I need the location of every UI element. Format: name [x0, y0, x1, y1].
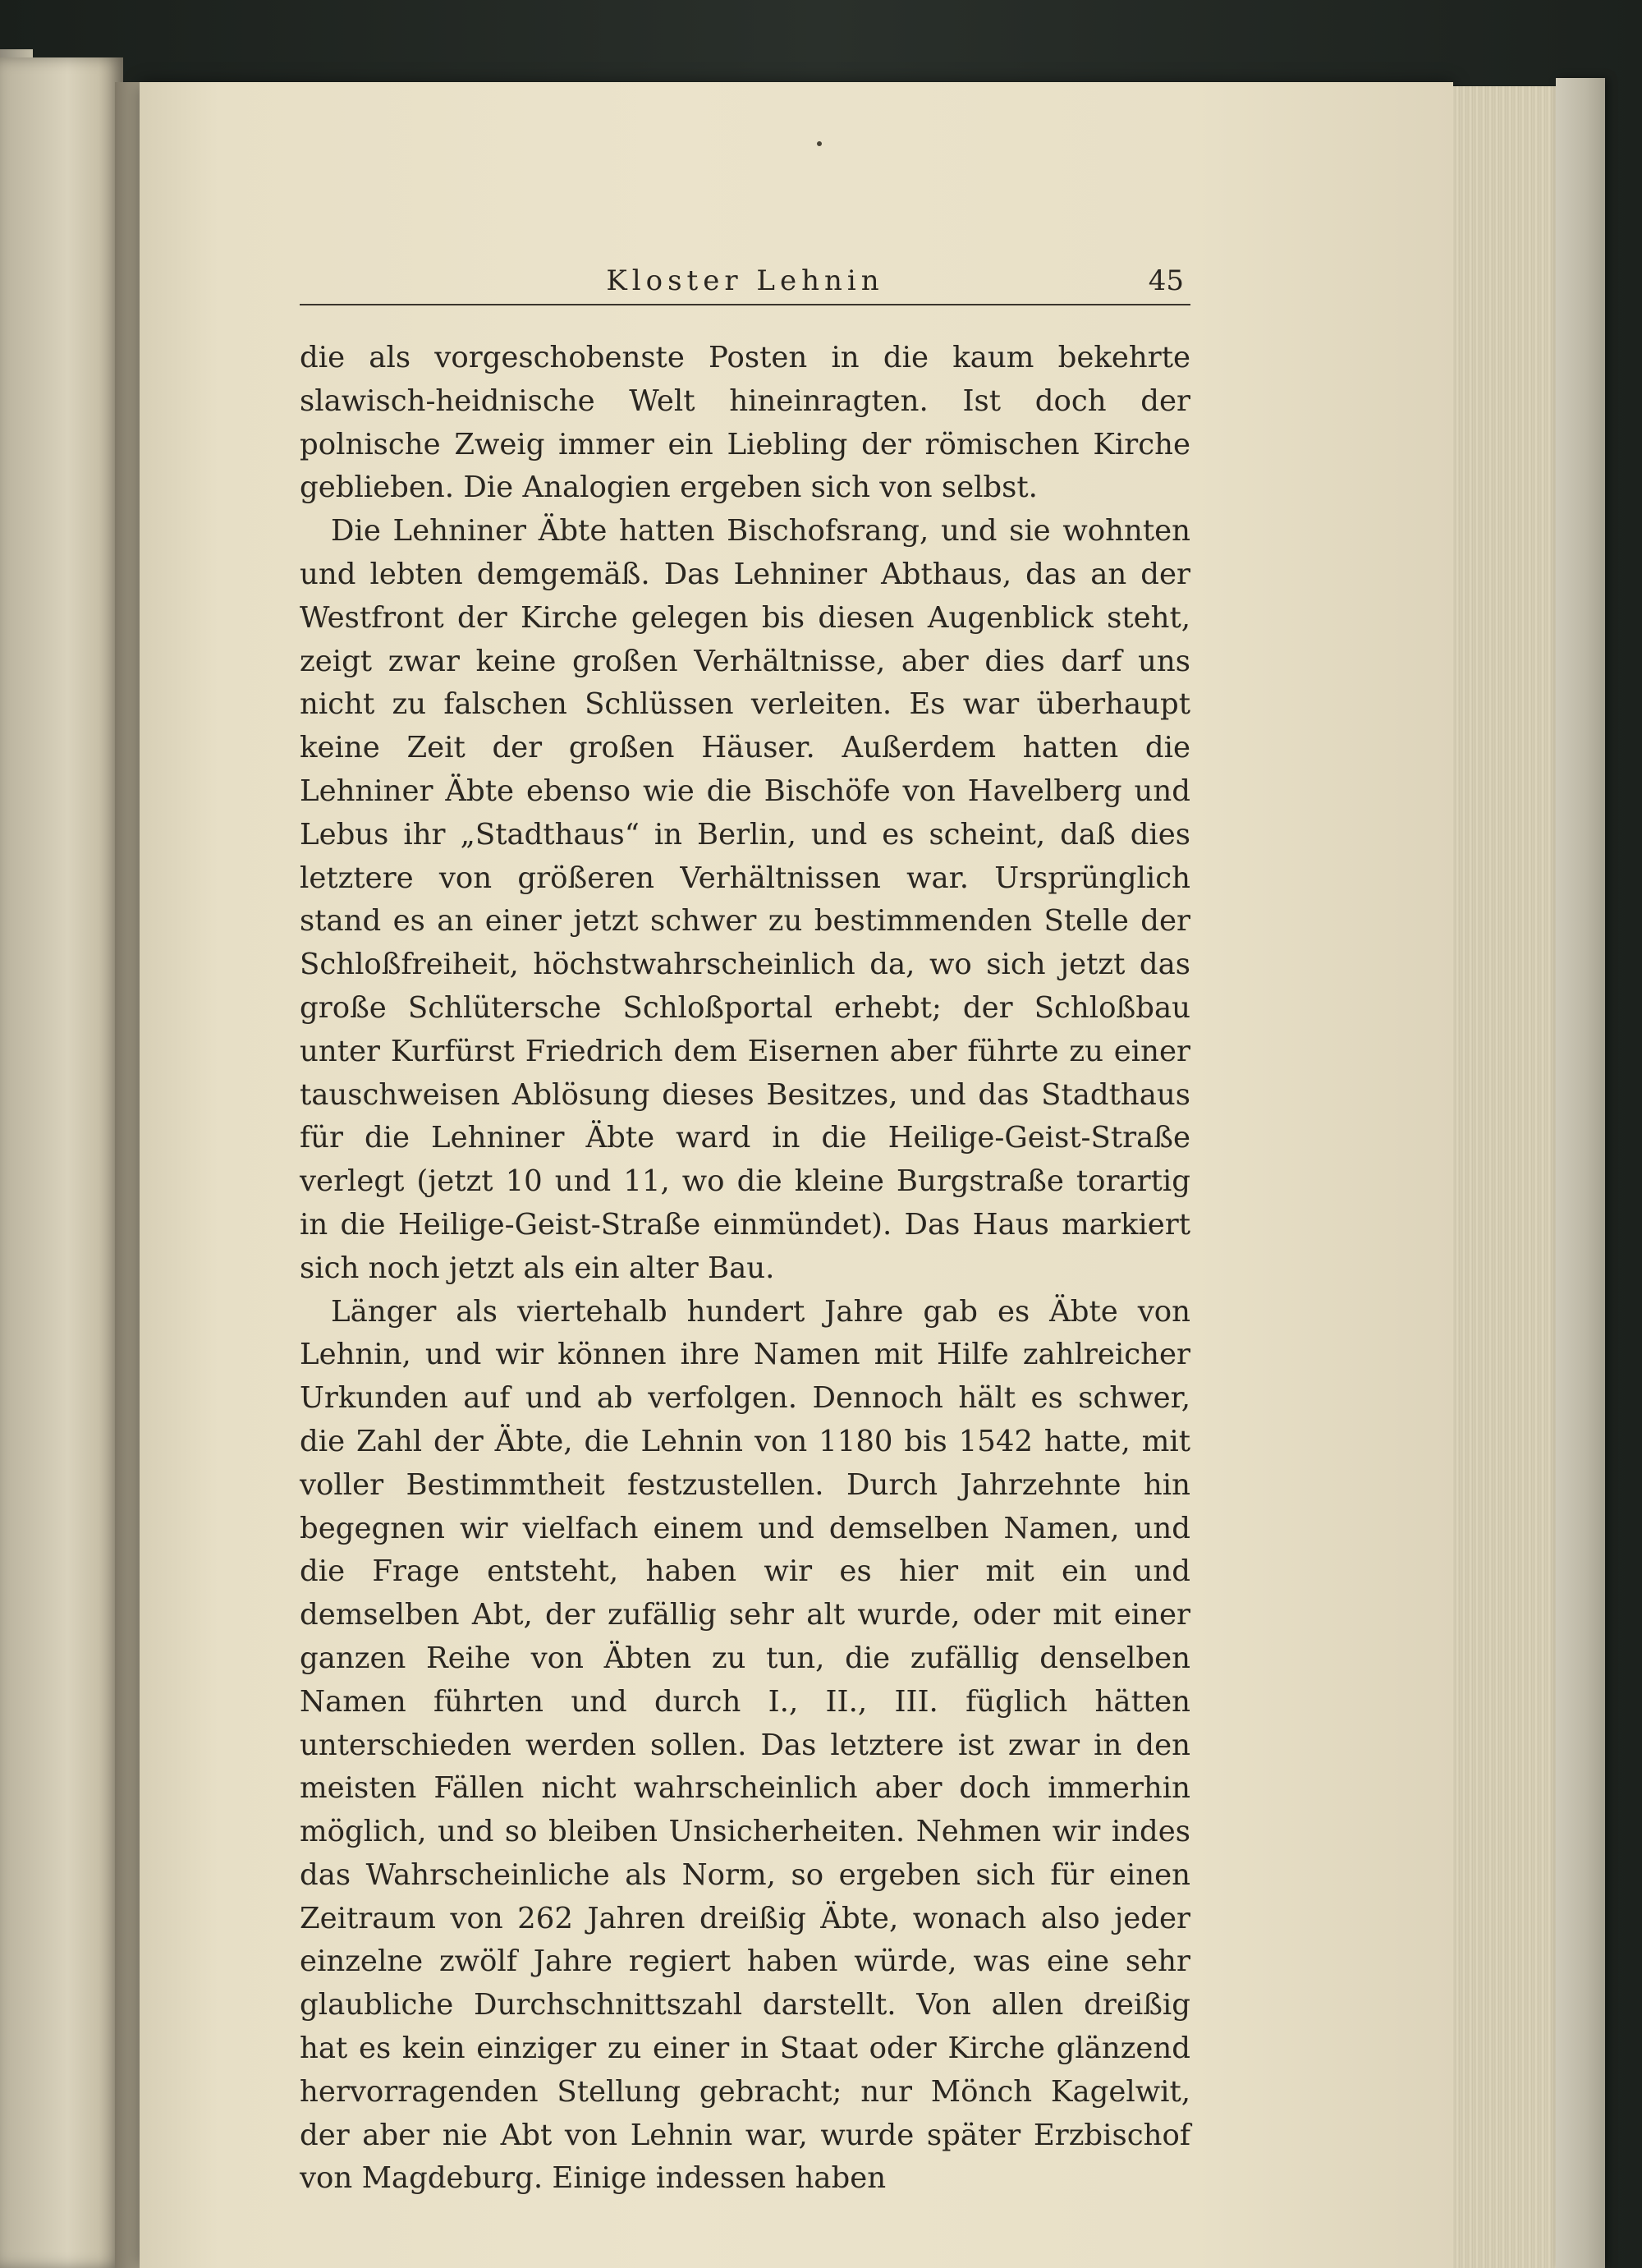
- body-text: [300, 337, 1190, 2201]
- running-title: Kloster Lehnin: [606, 264, 884, 297]
- left-page: [0, 57, 123, 2268]
- page-text-block: [300, 263, 1190, 2201]
- running-header: [300, 263, 1190, 305]
- paragraph-3: Länger als viertehalb hundert Jahre gab es Äbte von Lehnin, und wir können ihre Namen mit Hilfe zahlreicher Urkunden auf und ab verfolgen. Dennoch hält es schwer, die Zahl der Äbte, die Lehnin von 1180 bis 1542 hatte, mit voller Bestimmtheit festzustellen. Durch Jahrzehnte hin begegnen wir vielfach einem und demselben Namen, und die Frage entsteht, haben wir es hier mit ein und demselben Abt, der zufällig sehr alt wurde, oder mit einer ganzen Reihe von Äbten zu tun, die zufällig denselben Namen führten und durch I., II., III. füglich hätten unterschieden werden sollen. Das letztere ist zwar in den meisten Fällen nicht wahrscheinlich aber doch immerhin möglich, und so bleiben Unsicherheiten. Nehmen wir indes das Wahrscheinliche als Norm, so ergeben sich für einen Zeitraum von 262 Jahren dreißig Äbte, wonach also jeder einzelne zwölf Jahre regiert haben würde, was eine sehr glaubliche Durchschnittszahl darstellt. Von allen dreißig hat es kein einziger zu einer in Staat oder Kirche glänzend hervorragenden Stellung gebracht; nur Mönch Kagelwit, der aber nie Abt von Lehnin war, wurde später Erzbischof von Magdeburg. Einige indessen haben: [300, 1294, 1190, 2196]
- page-number: 45: [1148, 264, 1184, 297]
- paper-speck: [817, 141, 822, 146]
- paragraph-1: die als vorgeschobenste Posten in die kaum bekehrte slawisch-heidnische Welt hineinragten. Ist doch der polnische Zweig immer ein Liebling der römischen Kirche geblieben. Die Analogien ergeben sich von selbst.: [300, 341, 1190, 505]
- page-fore-edge: [1453, 86, 1560, 2268]
- paragraph-2: Die Lehniner Äbte hatten Bischofsrang, und sie wohnten und lebten demgemäß. Das Lehniner Abthaus, das an der Westfront der Kirche gelegen bis diesen Augenblick steht, zeigt zwar keine großen Verhältnisse, aber dies darf uns nicht zu falschen Schlüssen verleiten. Es war überhaupt keine Zeit der großen Häuser. Außerdem hatten die Lehniner Äbte ebenso wie die Bischöfe von Havelberg und Lebus ihr „Stadthaus“ in Berlin, und es scheint, daß dies letztere von größeren Verhältnissen war. Ursprünglich stand es an einer jetzt schwer zu bestimmenden Stelle der Schloßfreiheit, höchstwahrscheinlich da, wo sich jetzt das große Schlütersche Schloßportal erhebt; der Schloßbau unter Kurfürst Friedrich dem Eisernen aber führte zu einer tauschweisen Ablösung dieses Besitzes, und das Stadthaus für die Lehniner Äbte ward in die Heilige-Geist-Straße verlegt (jetzt 10 und 11, wo die kleine Burgstraße torartig in die Heilige-Geist-Straße einmündet). Das Haus markiert sich noch jetzt als ein alter Bau.: [300, 514, 1190, 1285]
- book-cover-edge: [1556, 78, 1605, 2268]
